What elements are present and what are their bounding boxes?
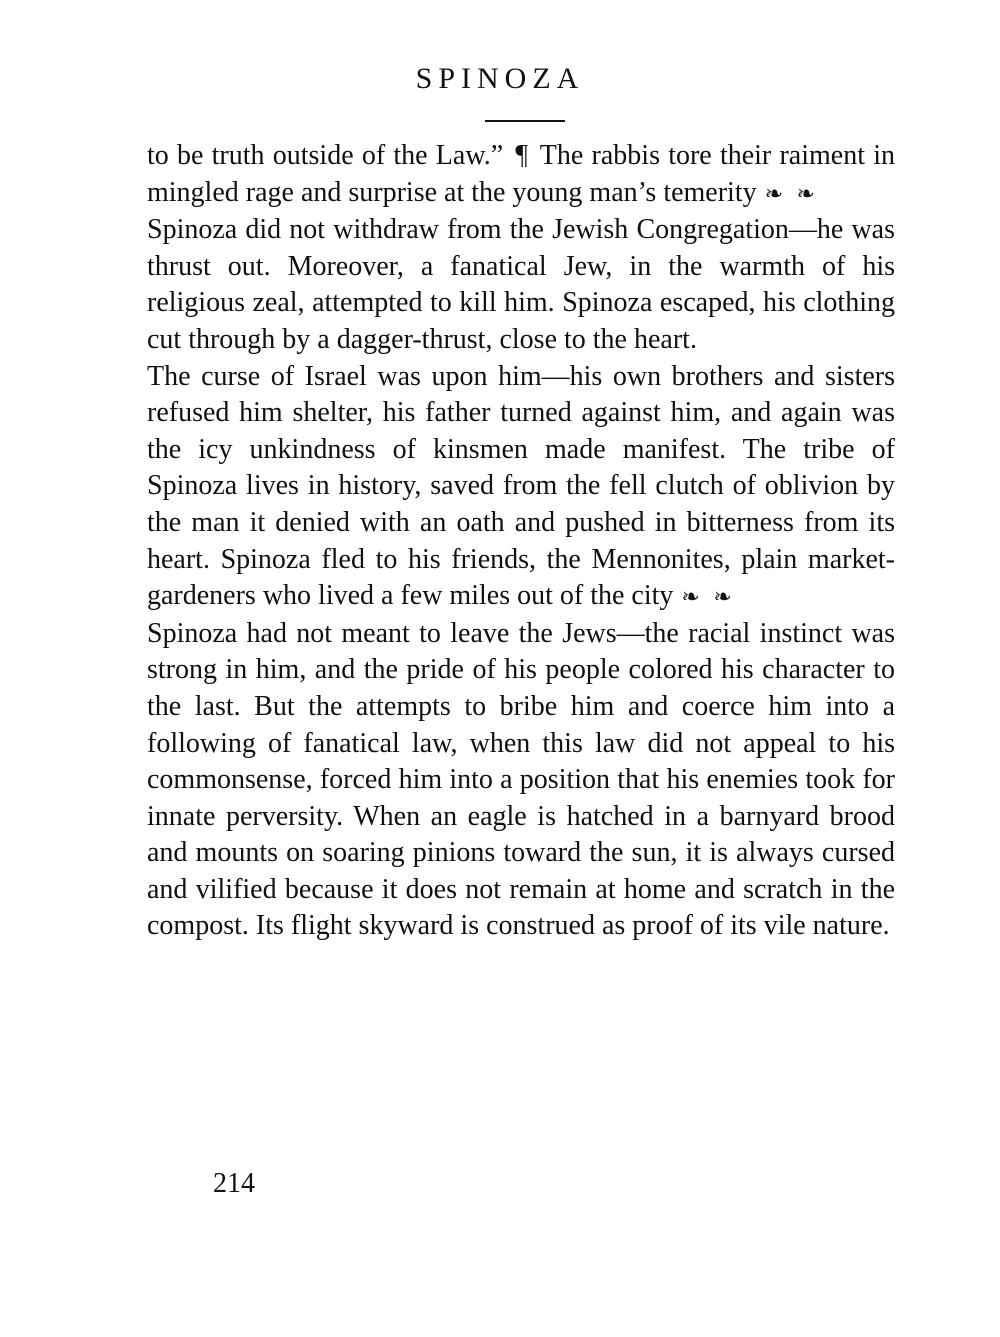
pilcrow-icon: ¶ <box>515 140 529 171</box>
page-number: 214 <box>213 1168 255 1199</box>
paragraph-2: Spinoza did not withdraw from the Jewish Congregation—he was thrust out. Moreover, a fanatical Jew, in the warmth of his religious zeal, attempted to kill him. Spinoza escaped, his clothing cut through by a dagger-thrust, close to the heart. <box>147 214 895 355</box>
paragraph-1 <box>147 138 895 212</box>
paragraph-3-text: The curse of Israel was upon him—his own brothers and sisters refused him shelter, his father turned against him, and again was the icy unkindness of kinsmen made manifest. The tribe of Spinoza lives in history, saved from the fell clutch of oblivion by the man it denied with an oath and pushed in bitterness from its heart. Spinoza fled to his friends, the Mennonites, plain market-gardeners who lived a few miles out of the city <box>147 360 895 612</box>
ornament-icon: ❧ ❧ <box>764 180 819 206</box>
header-rule <box>485 120 565 122</box>
page-body <box>147 138 895 945</box>
ornament-icon: ❧ ❧ <box>681 584 736 610</box>
paragraph-1-end: The rabbis tore their raiment in mingled rage and surprise at the young man’s temerity <box>147 140 895 208</box>
paragraph-3 <box>147 359 895 616</box>
paragraph-4: Spinoza had not meant to leave the Jews—the racial instinct was strong in him, and the pride of his people colored his character to the last. But the attempts to bribe him and coerce him into a following of fanatical law, when this law did not appeal to his commonsense, forced him into a position that his enemies took for innate perversity. When an eagle is hatched in a barnyard brood and mounts on soaring pinions toward the sun, it is always cursed and vilified because it does not remain at home and scratch in the compost. Its flight skyward is construed as proof of its vile nature. <box>147 617 895 942</box>
paragraph-1-start: to be truth outside of the Law.” <box>147 140 504 171</box>
running-header: SPINOZA <box>415 62 585 95</box>
